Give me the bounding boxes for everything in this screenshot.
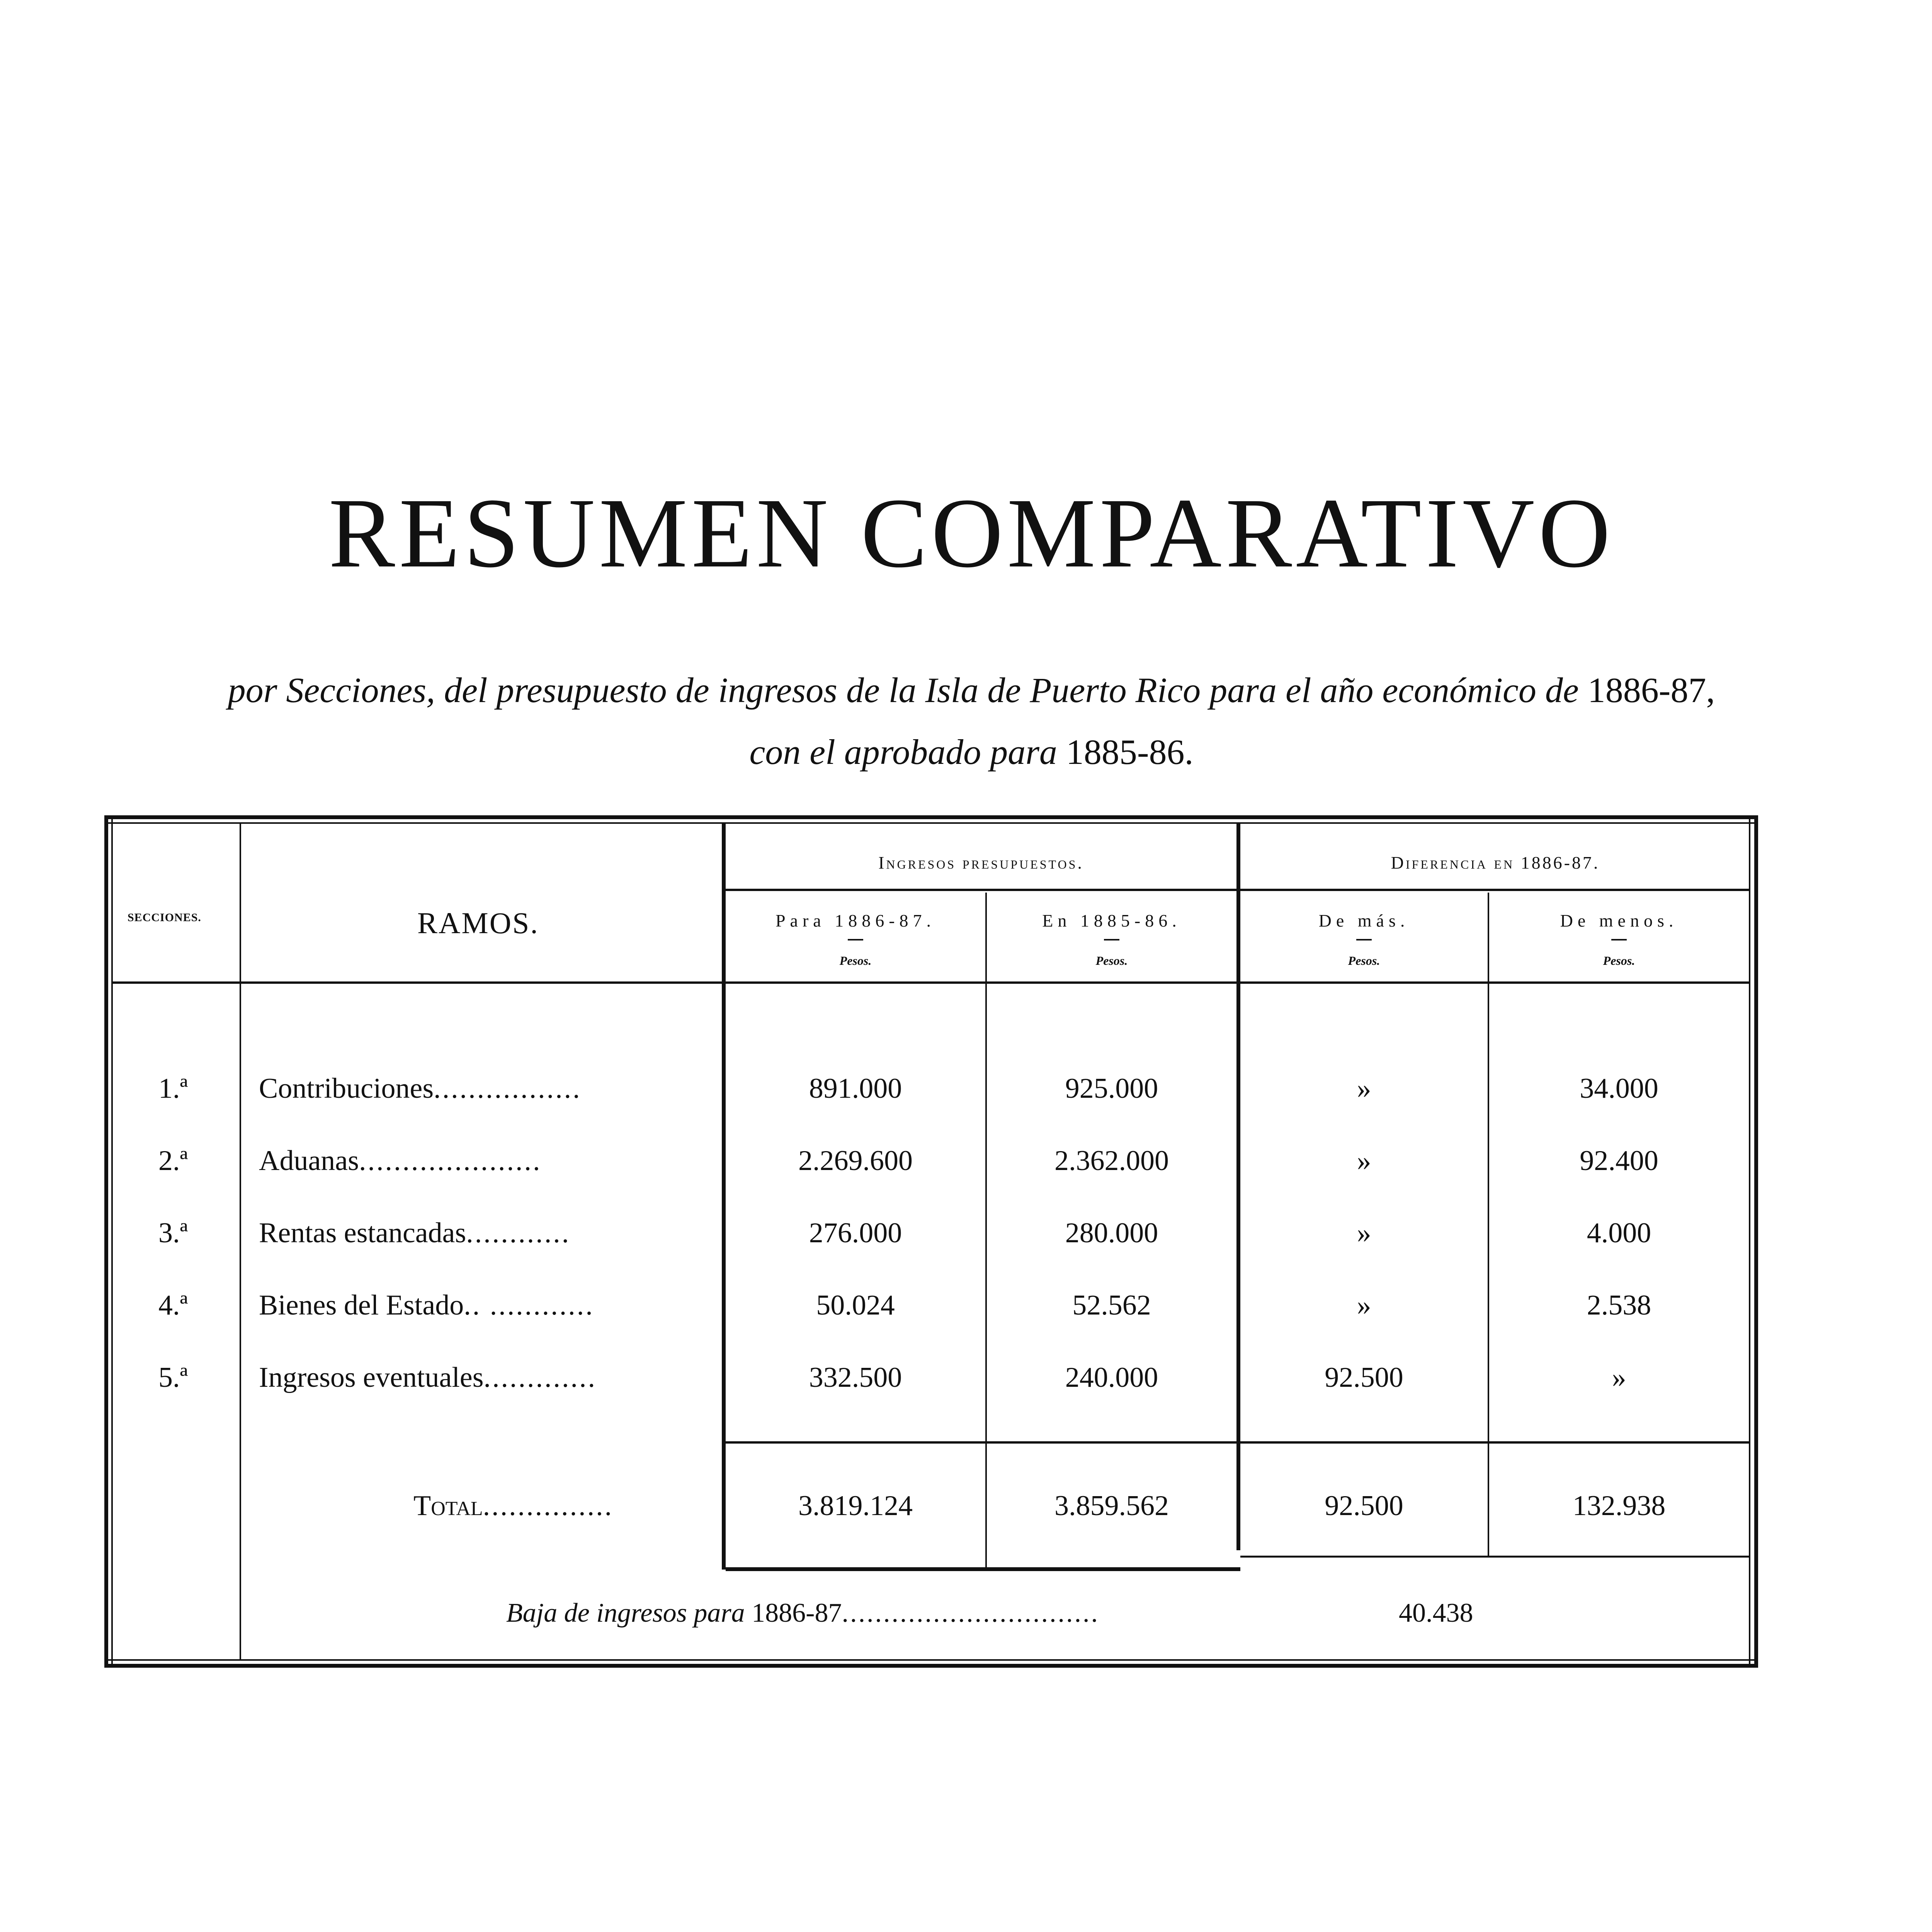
row-menos: 34.000 — [1580, 1073, 1658, 1104]
row-en: 280.000 — [1065, 1217, 1158, 1249]
row-para: 332.500 — [809, 1362, 902, 1393]
row-en: 2.362.000 — [1054, 1145, 1169, 1177]
row-ramo: Rentas estancadas............ — [259, 1217, 571, 1249]
header-group-ingresos: Ingresos presupuestos. — [878, 853, 1084, 872]
row-seccion: 3.ª — [158, 1217, 188, 1249]
total-rule — [726, 1441, 1750, 1444]
row-menos: » — [1612, 1362, 1626, 1393]
dash-menos — [1611, 939, 1627, 940]
subtitle-line-2 — [0, 734, 1932, 770]
total-en: 3.859.562 — [1054, 1490, 1169, 1522]
header-bottom-rule — [113, 981, 1750, 984]
header-group-diferencia: Diferencia en 1886-87. — [1391, 853, 1600, 872]
header-secciones: SECCIONES. — [128, 911, 201, 924]
row-para: 276.000 — [809, 1217, 902, 1249]
row-menos: 92.400 — [1580, 1145, 1658, 1177]
row-mas: » — [1357, 1289, 1371, 1321]
table-border-bottom-inner — [104, 1659, 1758, 1661]
total-mas: 92.500 — [1325, 1490, 1403, 1522]
col-sep-para — [985, 893, 987, 1569]
header-col-mas: De más. — [1318, 911, 1410, 930]
row-ramo: Ingresos eventuales............. — [259, 1362, 597, 1393]
row-ramo: Aduanas..................... — [259, 1145, 542, 1177]
group-rule-diferencia — [1240, 889, 1750, 891]
row-seccion: 2.ª — [158, 1145, 188, 1177]
table-border-right-inner — [1749, 815, 1750, 1668]
col-sep-ramos — [722, 824, 726, 1570]
row-para: 50.024 — [816, 1289, 895, 1321]
row-seccion: 5.ª — [158, 1362, 188, 1393]
unit-menos: Pesos. — [1603, 954, 1635, 968]
table-border-right — [1754, 815, 1758, 1668]
total-label: Total............... — [413, 1490, 614, 1522]
unit-mas: Pesos. — [1348, 954, 1380, 968]
row-mas: » — [1357, 1145, 1371, 1177]
header-col-en: En 1885-86. — [1042, 911, 1181, 930]
row-mas: 92.500 — [1325, 1362, 1403, 1393]
dash-para — [848, 939, 863, 940]
row-seccion: 1.ª — [158, 1073, 188, 1104]
row-para: 2.269.600 — [798, 1145, 913, 1177]
header-col-para: Para 1886-87. — [775, 911, 936, 930]
col-sep-secciones — [240, 824, 241, 1659]
row-menos: 2.538 — [1587, 1289, 1651, 1321]
group-rule-ingresos — [726, 889, 1236, 891]
baja-value: 40.438 — [1399, 1598, 1473, 1628]
table-border-left — [104, 815, 108, 1668]
row-en: 52.562 — [1072, 1289, 1151, 1321]
header-col-menos: De menos. — [1560, 911, 1678, 930]
row-mas: » — [1357, 1217, 1371, 1249]
total-para: 3.819.124 — [798, 1490, 913, 1522]
subtitle-line-2-text: con el aprobado para — [749, 732, 1066, 772]
row-ramo: Bienes del Estado.. ............ — [259, 1289, 594, 1321]
row-menos: 4.000 — [1587, 1217, 1651, 1249]
table-border-left-inner — [111, 815, 113, 1668]
row-ramo: Contribuciones................. — [259, 1073, 582, 1104]
col-sep-mas — [1488, 893, 1489, 1557]
row-en: 240.000 — [1065, 1362, 1158, 1393]
table-border-bottom — [104, 1664, 1758, 1668]
header-ramos: RAMOS. — [417, 906, 539, 940]
row-para: 891.000 — [809, 1073, 902, 1104]
row-seccion: 4.ª — [158, 1289, 188, 1321]
subtitle-line-1-year: 1886-87, — [1587, 670, 1715, 710]
subtitle-line-1-text: por Secciones, del presupuesto de ingresos de la Isla de Puerto Rico para el año económico de — [228, 670, 1588, 710]
total-menos: 132.938 — [1572, 1490, 1666, 1522]
unit-para: Pesos. — [839, 954, 872, 968]
dash-en — [1104, 939, 1119, 940]
baja-label: Baja de ingresos para 1886-87............................... — [506, 1598, 1099, 1628]
diferencia-bottom-rule — [1240, 1556, 1750, 1558]
comparison-table — [104, 815, 1758, 1669]
row-en: 925.000 — [1065, 1073, 1158, 1104]
unit-en: Pesos. — [1095, 954, 1128, 968]
numbers-bottom-rule — [726, 1567, 1240, 1571]
table-border-top — [104, 815, 1758, 819]
dash-mas — [1356, 939, 1372, 940]
row-mas: » — [1357, 1073, 1371, 1104]
table-border-top-inner — [104, 822, 1758, 824]
subtitle-line-1 — [0, 672, 1932, 708]
page-title: RESUMEN COMPARATIVO — [328, 478, 1614, 588]
subtitle-line-2-year: 1885-86. — [1066, 732, 1194, 772]
